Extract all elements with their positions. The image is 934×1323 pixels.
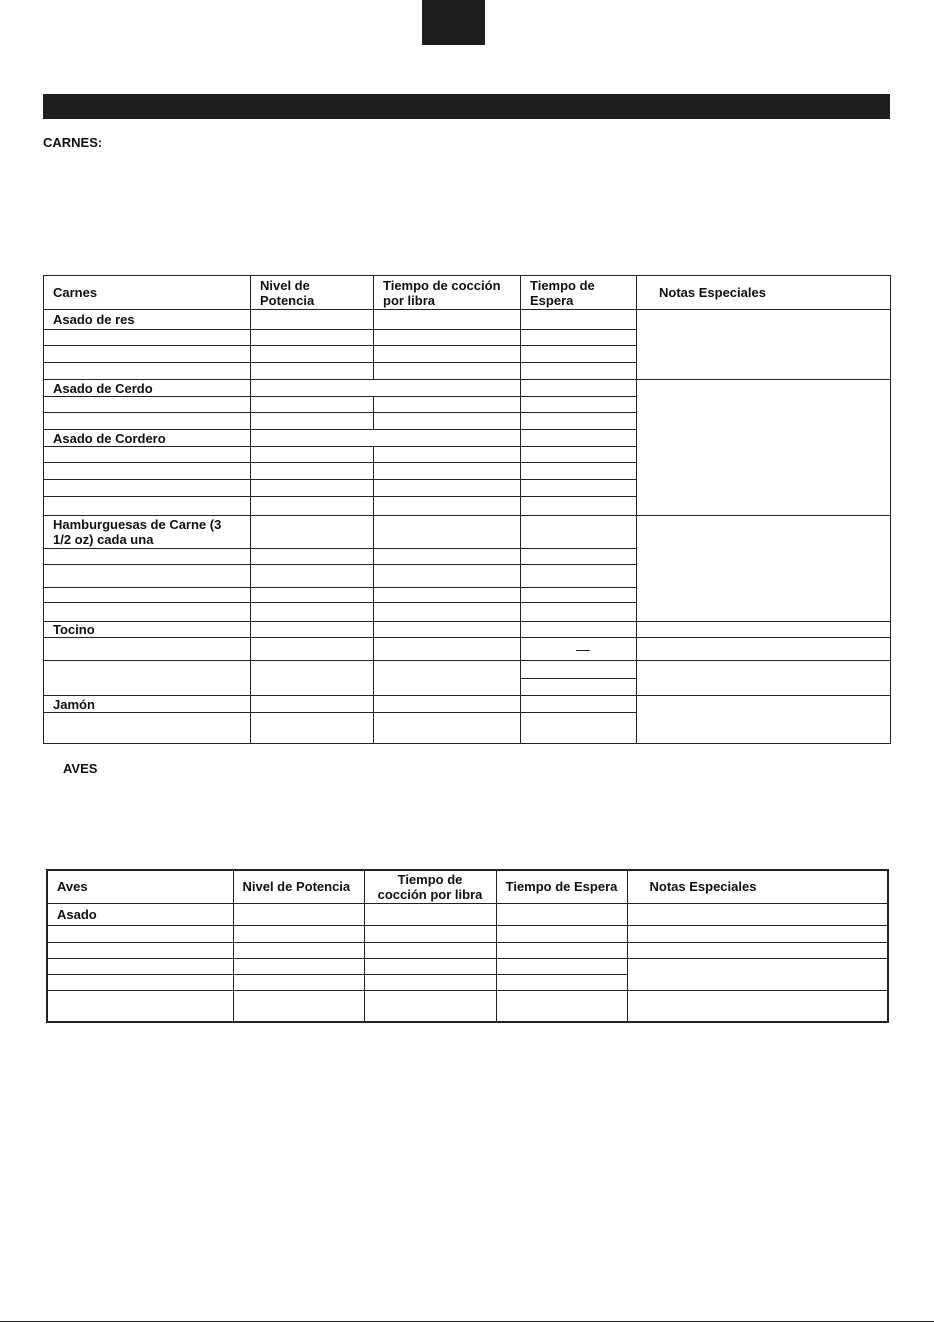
group-label-cordero: Asado de Cordero — [44, 430, 251, 447]
group-label-tocino: Tocino — [44, 622, 251, 638]
header-tiempo-espera: Tiempo de Espera — [521, 276, 637, 310]
table-header-row — [47, 870, 888, 903]
notes-cell — [637, 380, 891, 516]
aves-heading: AVES — [63, 761, 98, 776]
group-label-cerdo: Asado de Cerdo — [44, 380, 251, 397]
notes-cell — [637, 310, 891, 380]
header-nivel: Nivel de Potencia — [233, 870, 364, 903]
header-tiempo-espera: Tiempo de Espera — [496, 870, 627, 903]
table-row — [44, 310, 891, 330]
table-row — [47, 903, 888, 925]
header-tiempo-coccion: Tiempo de cocción por libra — [364, 870, 496, 903]
dash-mark — [576, 650, 590, 651]
table-row — [44, 516, 891, 549]
table-row — [44, 696, 891, 713]
notes-cell — [637, 516, 891, 622]
header-carnes: Carnes — [44, 276, 251, 310]
notes-cell — [637, 696, 891, 744]
table-header-row — [44, 276, 891, 310]
group-label-res: Asado de res — [44, 310, 251, 330]
bottom-rule — [0, 1321, 934, 1322]
header-tiempo-coccion: Tiempo de cocción por libra — [374, 276, 521, 310]
page-tab-marker — [422, 0, 485, 45]
group-label-hamburguesas: Hamburguesas de Carne (3 1/2 oz) cada una — [44, 516, 251, 549]
table-row — [44, 622, 891, 638]
table-row — [44, 380, 891, 397]
header-nivel: Nivel de Potencia — [251, 276, 374, 310]
header-aves: Aves — [47, 870, 233, 903]
carnes-table — [43, 275, 891, 744]
espera-dash-cell — [521, 638, 637, 661]
section-title-bar — [43, 94, 890, 119]
aves-table — [46, 869, 889, 1023]
carnes-heading: CARNES: — [43, 135, 103, 150]
header-notas: Notas Especiales — [627, 870, 888, 903]
group-label-asado: Asado — [47, 903, 233, 925]
header-notas: Notas Especiales — [637, 276, 891, 310]
group-label-jamon: Jamón — [44, 696, 251, 713]
